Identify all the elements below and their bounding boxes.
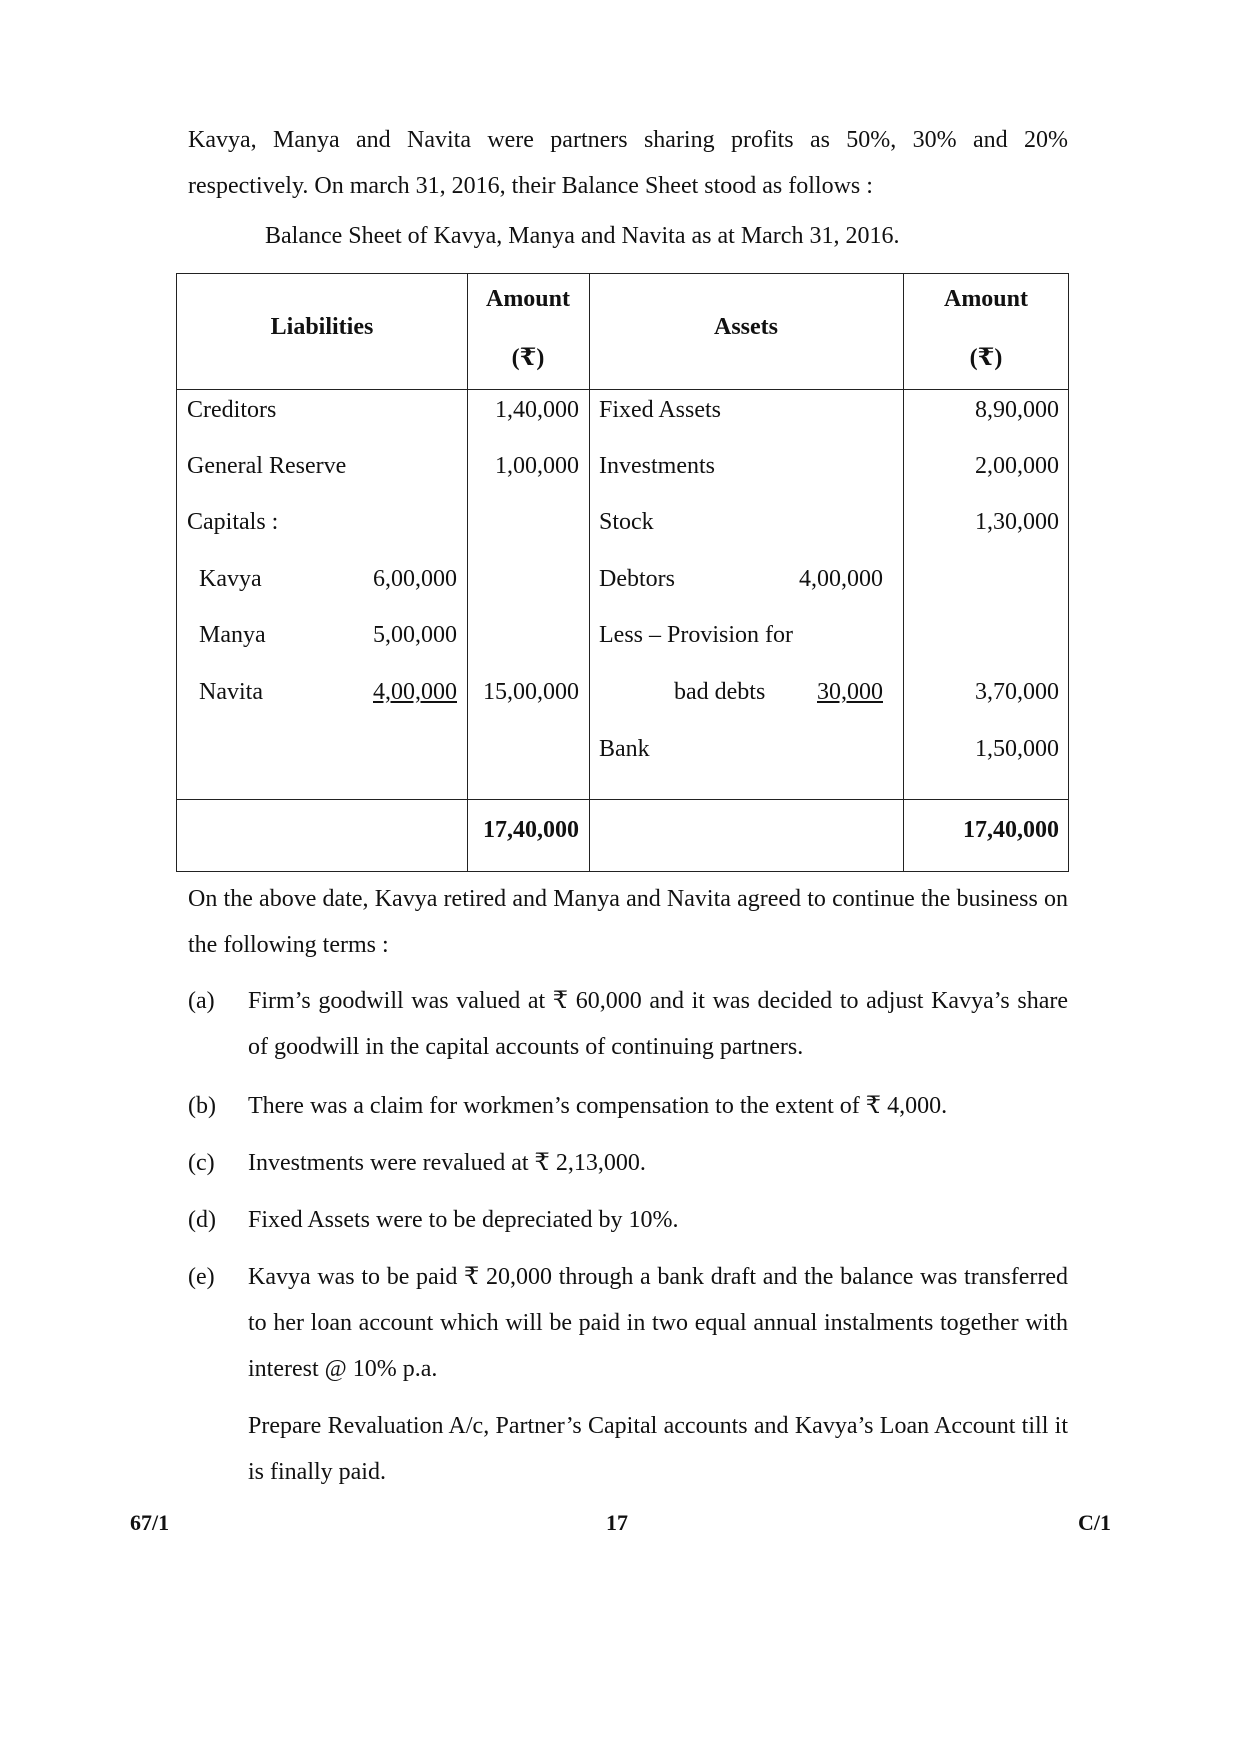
investments-label: Investments: [599, 453, 715, 479]
header-liabilities: Liabilities: [270, 314, 374, 340]
capitals-total: 15,00,000: [483, 679, 579, 705]
header-currency: (₹): [511, 345, 545, 371]
term-text: Investments were revalued at ₹ 2,13,000.: [248, 1150, 646, 1176]
provision-amount: 30,000: [817, 679, 883, 705]
creditors-label: Creditors: [187, 397, 277, 423]
continuation-paragraph: On the above date, Kavya retired and Manya and Navita agreed to continue the business on the following terms :: [188, 886, 1068, 958]
term-text: Kavya was to be paid ₹ 20,000 through a bank draft and the balance was transferred to her loan account which will be paid in two equal annual instalments together with interest @ 10% p.a.: [248, 1264, 1068, 1382]
fixed-assets-amount: 8,90,000: [975, 397, 1059, 423]
total-underline: [467, 871, 589, 872]
partner-name: Navita: [199, 679, 263, 705]
header-divider: [177, 389, 1068, 390]
header-assets: Assets: [714, 314, 778, 340]
term-label: (d): [188, 1207, 216, 1233]
intro-paragraph: Kavya, Manya and Navita were partners sharing profits as 50%, 30% and 20% respectively. On march 31, 2016, their Balance Sheet stood as follows :: [188, 127, 1068, 199]
partner-name: Kavya: [199, 566, 262, 592]
bank-label: Bank: [599, 736, 650, 762]
header-amount: Amount: [485, 286, 570, 312]
creditors-amount: 1,40,000: [495, 397, 579, 423]
term-label: (e): [188, 1264, 215, 1290]
instruction-paragraph: Prepare Revaluation A/c, Partner’s Capital accounts and Kavya’s Loan Account till it is finally paid.: [248, 1413, 1068, 1485]
assets-total: 17,40,000: [963, 817, 1059, 843]
term-label: (a): [188, 988, 215, 1014]
investments-amount: 2,00,000: [975, 453, 1059, 479]
term-label: (b): [188, 1093, 216, 1119]
fixed-assets-label: Fixed Assets: [599, 397, 722, 423]
net-debtors-amount: 3,70,000: [975, 679, 1059, 705]
debtors-amount: 4,00,000: [799, 566, 883, 592]
general-reserve-amount: 1,00,000: [495, 453, 579, 479]
total-underline: [903, 871, 1069, 872]
capitals-label: Capitals :: [187, 509, 279, 535]
footer-code: 67/1: [130, 1510, 170, 1535]
bank-amount: 1,50,000: [975, 736, 1059, 762]
partner-capital: 6,00,000: [373, 566, 457, 592]
bad-debts-label: bad debts: [674, 679, 766, 705]
provision-label: Less – Provision for: [599, 622, 793, 648]
stock-label: Stock: [599, 509, 654, 535]
debtors-label: Debtors: [599, 566, 675, 592]
partner-capital: 5,00,000: [373, 622, 457, 648]
header-amount: Amount: [943, 286, 1028, 312]
footer-set: C/1: [1078, 1510, 1111, 1535]
header-currency: (₹): [969, 345, 1003, 371]
partner-name: Manya: [199, 622, 266, 648]
page-number: 17: [606, 1510, 628, 1535]
table-caption: Balance Sheet of Kavya, Manya and Navita as at March 31, 2016.: [265, 223, 900, 249]
total-divider: [177, 799, 1068, 800]
term-text: Firm’s goodwill was valued at ₹ 60,000 and it was decided to adjust Kavya’s share of goodwill in the capital accounts of continuing partners.: [248, 988, 1068, 1060]
term-label: (c): [188, 1150, 215, 1176]
term-text: There was a claim for workmen’s compensation to the extent of ₹ 4,000.: [248, 1093, 948, 1119]
balance-sheet-table: [176, 273, 1069, 872]
column-divider: [589, 274, 590, 871]
general-reserve-label: General Reserve: [187, 453, 347, 479]
term-text: Fixed Assets were to be depreciated by 10%.: [248, 1207, 679, 1233]
partner-capital: 4,00,000: [373, 679, 457, 705]
liabilities-total: 17,40,000: [483, 817, 579, 843]
stock-amount: 1,30,000: [975, 509, 1059, 535]
